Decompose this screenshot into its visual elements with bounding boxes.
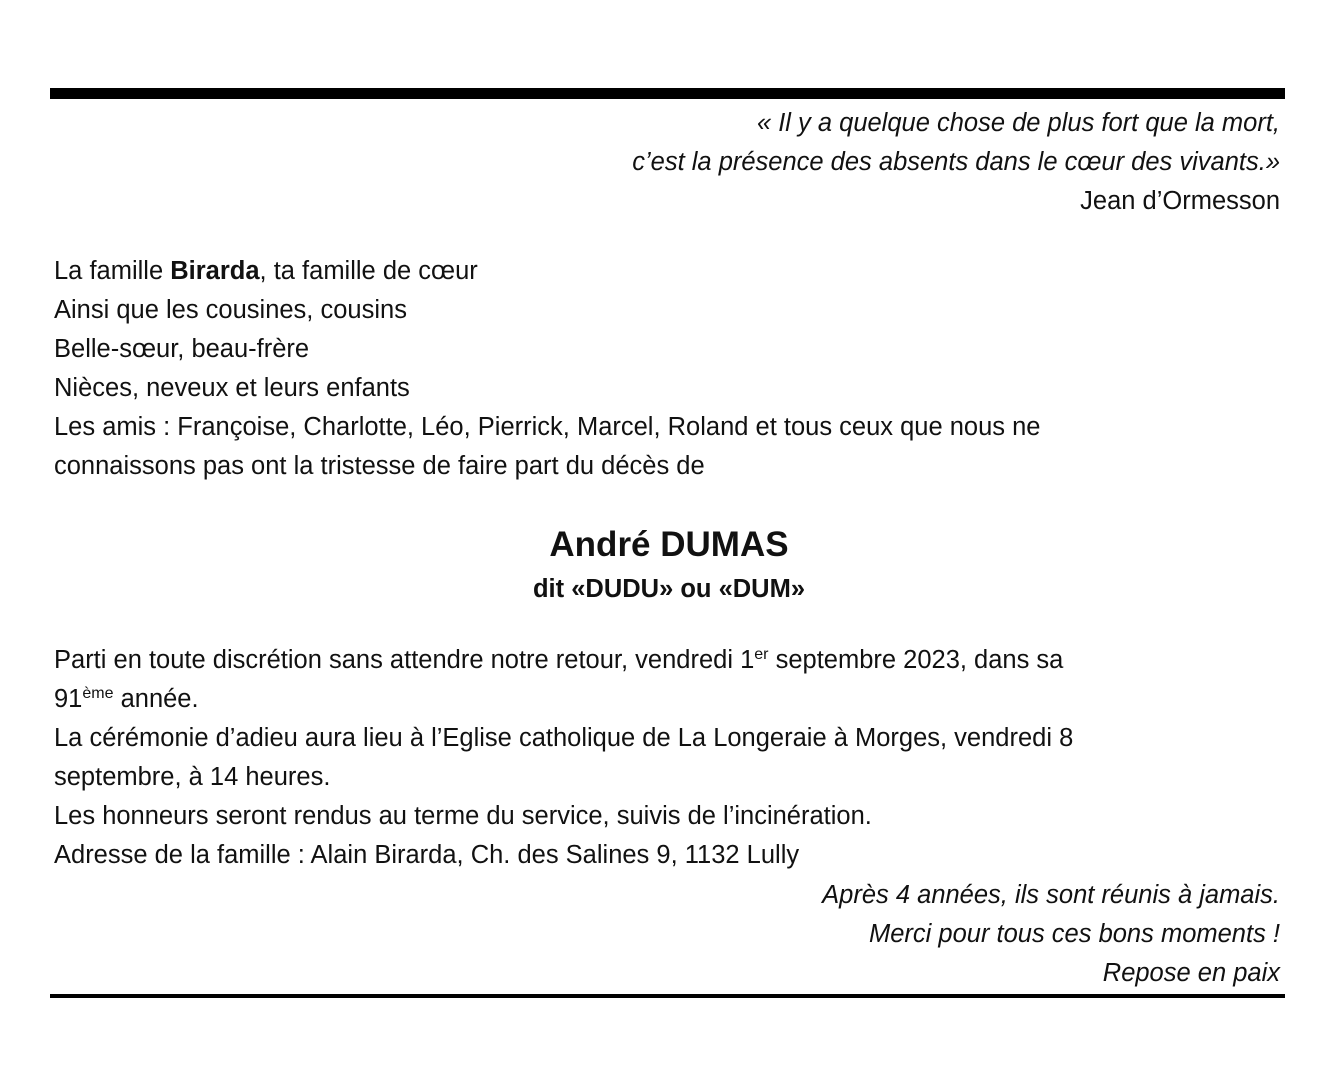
details-line-3: La cérémonie d’adieu aura lieu à l’Eglise catholique de La Longeraie à Morges, vendredi 8 xyxy=(54,724,1074,752)
family-line-5: Les amis : Françoise, Charlotte, Léo, Pierrick, Marcel, Roland et tous ceux que nous ne xyxy=(54,413,1041,441)
closing-line-1: Après 4 années, ils sont réunis à jamais. xyxy=(822,881,1280,909)
family-line-6: connaissons pas ont la tristesse de faire part du décès de xyxy=(54,452,705,480)
family-line-1-suffix: , ta famille de cœur xyxy=(259,257,478,285)
family-surname: Birarda xyxy=(170,257,260,285)
details-line-1-b: septembre 2023, dans sa xyxy=(768,646,1064,674)
details-line-2-b: année. xyxy=(113,685,199,713)
details-line-4: septembre, à 14 heures. xyxy=(54,763,331,791)
details-line-5: Les honneurs seront rendus au terme du service, suivis de l’incinération. xyxy=(54,802,872,830)
details-line-2-sup: ème xyxy=(82,685,114,702)
details-line-1-a: Parti en toute discrétion sans attendre notre retour, vendredi 1 xyxy=(54,646,755,674)
family-line-2: Ainsi que les cousines, cousins xyxy=(54,296,407,324)
quote-line-2: c’est la présence des absents dans le cœur des vivants.» xyxy=(632,148,1280,176)
closing-line-2: Merci pour tous ces bons moments ! xyxy=(868,920,1280,948)
epigraph-quote xyxy=(632,104,1280,221)
family-line-1 xyxy=(54,252,1284,291)
deceased-nickname: dit «DUDU» ou «DUM» xyxy=(532,575,806,603)
closing-words xyxy=(822,876,1280,993)
details-line-1-sup: er xyxy=(754,646,769,663)
deceased-name: André DUMAS xyxy=(549,525,789,564)
details-line-1 xyxy=(54,641,1284,680)
family-line-3: Belle-sœur, beau-frère xyxy=(54,335,310,363)
closing-line-3: Repose en paix xyxy=(1102,959,1280,987)
bottom-rule xyxy=(50,994,1285,998)
top-rule xyxy=(50,88,1285,99)
details-family-address: Adresse de la famille : Alain Birarda, Ch. des Salines 9, 1132 Lully xyxy=(54,841,800,869)
family-announcement xyxy=(54,252,1284,486)
family-line-4: Nièces, neveux et leurs enfants xyxy=(54,374,410,402)
ceremony-details xyxy=(54,641,1284,875)
quote-line-1: « Il y a quelque chose de plus fort que la mort, xyxy=(756,109,1280,137)
details-line-2 xyxy=(54,680,1284,719)
quote-author: Jean d’Ormesson xyxy=(1080,187,1280,215)
family-line-1-prefix: La famille xyxy=(54,257,171,285)
details-line-2-a: 91 xyxy=(54,685,83,713)
